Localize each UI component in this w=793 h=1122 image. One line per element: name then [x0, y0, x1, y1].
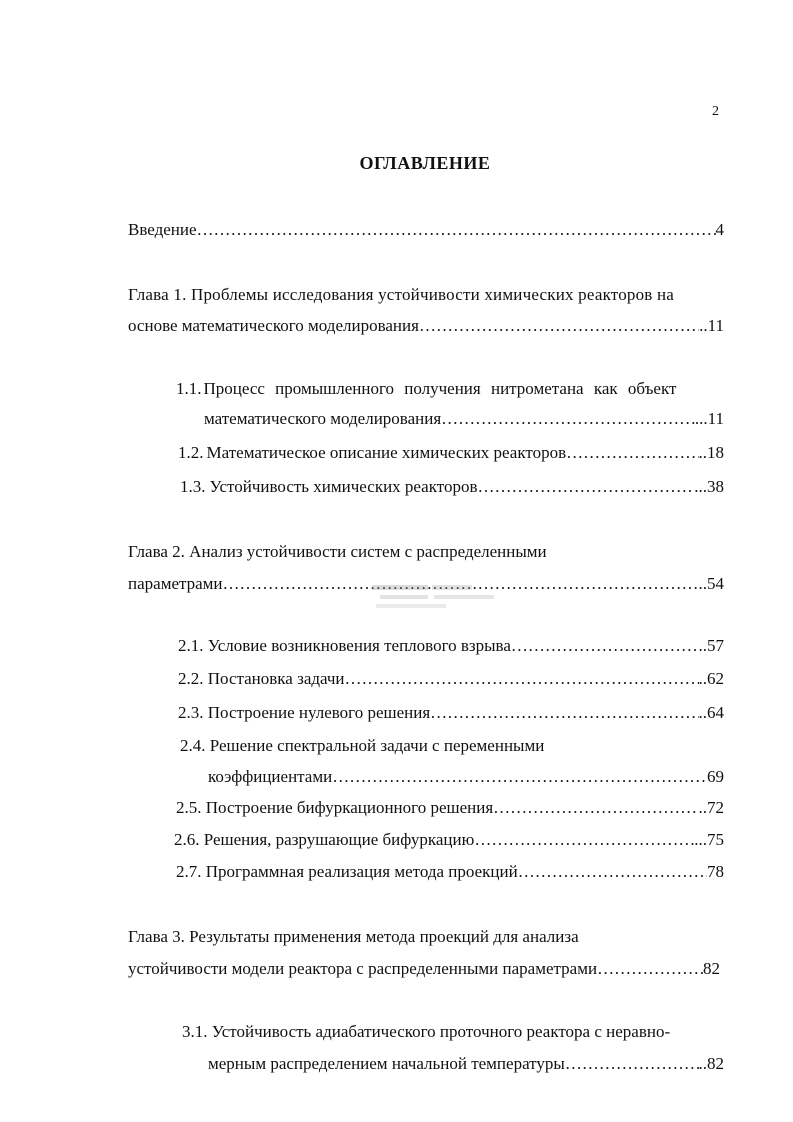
dot-leader	[197, 219, 716, 241]
toc-entry-intro[interactable]	[128, 219, 724, 241]
dot-leader	[493, 797, 698, 819]
toc-section-1-2[interactable]	[178, 442, 724, 464]
toc-section-3-1-line1[interactable]	[182, 1021, 724, 1043]
toc-section-text: 2.1. Условие возникновения теплового взрыва	[178, 636, 511, 655]
toc-chapter-1-line2[interactable]	[128, 315, 724, 337]
toc-section-3-1-line2[interactable]	[208, 1053, 724, 1075]
dot-leader	[345, 668, 699, 690]
toc-section-number: 1.3.	[180, 477, 206, 496]
toc-section-2-4-line1[interactable]	[180, 735, 544, 757]
toc-section-text: мерным распределением начальной температуры	[208, 1054, 565, 1073]
toc-entry-page: 69	[707, 767, 724, 786]
toc-entry-page: 78	[707, 862, 724, 881]
dot-leader	[511, 635, 699, 657]
toc-chapter-text: Глава 1. Проблемы исследования устойчивости химических реакторов на	[128, 285, 675, 304]
toc-section-text: Процесс промышленного получения нитрометана как объект	[203, 379, 677, 398]
toc-entry-page: 4	[715, 220, 724, 239]
toc-section-text: 2.6. Решения, разрушающие бифуркацию	[174, 830, 475, 849]
toc-entry-page: ...11	[694, 409, 724, 428]
dot-leader	[441, 408, 695, 430]
toc-section-2-4-line2[interactable]	[208, 766, 724, 788]
toc-entry-page: 82	[703, 959, 720, 978]
toc-chapter-1-line1[interactable]	[128, 284, 724, 306]
toc-chapter-text: устойчивости модели реактора с распределенными параметрами	[128, 959, 598, 978]
toc-section-text: 2.2. Постановка задачи	[178, 669, 345, 688]
toc-section-text: математического моделирования	[204, 409, 442, 428]
dot-leader	[430, 702, 698, 724]
dot-leader	[597, 958, 703, 980]
toc-section-2-3[interactable]	[178, 702, 724, 724]
toc-entry-text: Введение	[128, 220, 197, 239]
dot-leader	[565, 1053, 699, 1075]
toc-entry-page: ..62	[698, 669, 724, 688]
toc-section-1-3[interactable]	[180, 476, 724, 498]
toc-section-text: 2.3. Построение нулевого решения	[178, 703, 431, 722]
toc-entry-page: ..18	[698, 443, 724, 462]
toc-section-text: 2.5. Построение бифуркационного решения	[176, 798, 494, 817]
toc-chapter-text: основе математического моделирования	[128, 316, 419, 335]
toc-entry-page: ...75	[694, 830, 724, 849]
toc-section-2-7[interactable]	[176, 861, 724, 883]
toc-chapter-text: параметрами	[128, 574, 223, 593]
dot-leader	[518, 861, 707, 883]
toc-section-text: коэффициентами	[208, 767, 333, 786]
toc-entry-page: ...38	[694, 477, 724, 496]
toc-section-text: 3.1. Устойчивость адиабатического проточного реактора с неравно-	[182, 1022, 671, 1041]
toc-chapter-3-line1[interactable]	[128, 926, 579, 948]
toc-entry-page: ..54	[698, 574, 724, 593]
toc-section-text: 2.4. Решение спектральной задачи с переменными	[180, 736, 545, 755]
toc-chapter-text: Глава 2. Анализ устойчивости систем с распределенными	[128, 542, 547, 561]
toc-entry-page: ..64	[698, 703, 724, 722]
dot-leader	[419, 315, 699, 337]
toc-chapter-2-line1[interactable]	[128, 541, 547, 563]
toc-section-1-1-line1[interactable]	[176, 378, 724, 400]
toc-title: ОГЛАВЛЕНИЕ	[359, 153, 491, 173]
toc-section-text: Устойчивость химических реакторов	[209, 477, 478, 496]
toc-section-text: Математическое описание химических реакторов	[206, 443, 567, 462]
toc-entry-page: ..11	[699, 316, 724, 335]
toc-section-2-1[interactable]	[178, 635, 724, 657]
dot-leader	[332, 766, 707, 788]
toc-chapter-3-line2[interactable]	[128, 958, 720, 980]
toc-entry-page: ..82	[698, 1054, 724, 1073]
dot-leader	[474, 829, 694, 851]
toc-entry-page: ..72	[698, 798, 724, 817]
toc-section-2-5[interactable]	[176, 797, 724, 819]
toc-entry-page: ..57	[698, 636, 724, 655]
dot-leader	[478, 476, 695, 498]
faint-stamp-mark	[370, 581, 505, 613]
page-number: 2	[712, 104, 719, 119]
toc-section-1-1-line2[interactable]	[204, 408, 724, 430]
dot-leader	[566, 442, 698, 464]
toc-section-2-2[interactable]	[178, 668, 724, 690]
toc-section-text: 2.7. Программная реализация метода проекций	[176, 862, 518, 881]
toc-section-number: 1.1.	[176, 379, 202, 398]
toc-chapter-text: Глава 3. Результаты применения метода проекций для анализа	[128, 927, 579, 946]
toc-section-number: 1.2.	[178, 443, 204, 462]
toc-section-2-6[interactable]	[174, 829, 724, 851]
